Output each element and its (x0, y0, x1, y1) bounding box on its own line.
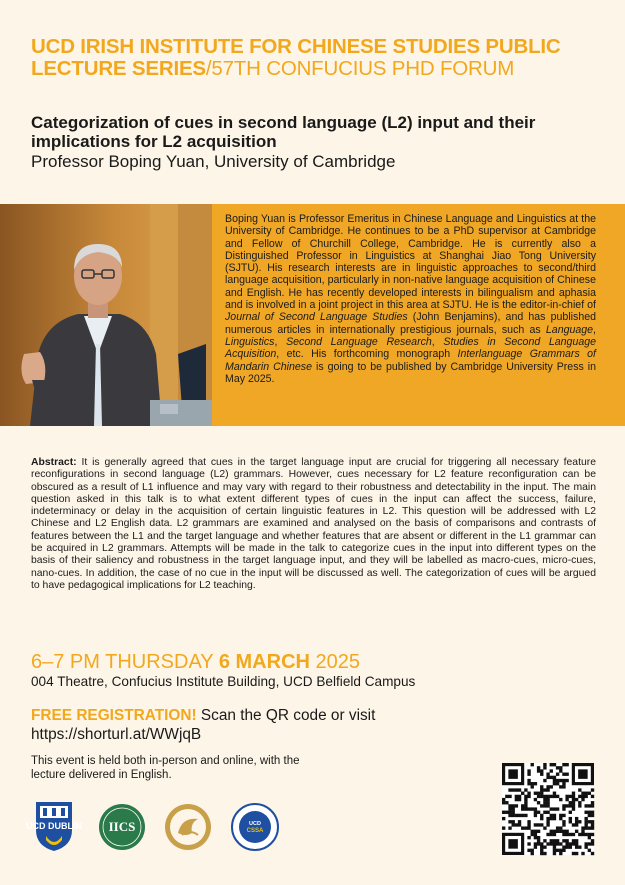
bio-text: Boping Yuan is Professor Emeritus in Chinese Language and Linguistics at the University of Cambridge. He continues to be a PhD supervisor at Cambridge and Fellow of Churchill College, Cambridge. He is currently also a Distinguished Professor in Linguistics at Shanghai Jiao Tong University (SJTU). His research interests are in linguistic approaches to second/third language acquisition, particularly in non-native language acquisition of Chinese and English. He has recently developed interests in bilingualism and aphasia and is involved in a joint project in this area at SJTU. He is the editor-in-chief of (225, 213, 596, 312)
svg-text:CSSA: CSSA (246, 828, 264, 834)
confucius-institute-logo (164, 803, 212, 851)
event-year: 2025 (309, 651, 361, 673)
speaker-name: Professor Boping Yuan, University of Cambridge (31, 152, 396, 171)
abstract-label: Abstract: (31, 457, 77, 468)
event-datetime (31, 651, 591, 673)
bio-journal: Language (545, 323, 594, 336)
lecture-title: Categorization of cues in second language (L2) input and their implications for L2 acquisition (31, 113, 536, 151)
bio-text: (John Benjamins), and has published numerous articles in internationally prestigious journals, such as (225, 311, 596, 336)
forum-name: /57TH CONFUCIUS PHD FORUM (205, 57, 515, 80)
ucd-logo-text: UCD DUBLIN (26, 821, 82, 831)
registration-text: Scan the QR code or visit (196, 707, 376, 724)
bio-text: is going to be published by Cambridge University Press in May 2025. (225, 360, 596, 385)
event-note: This event is held both in-person and online, with the lecture delivered in English. (31, 755, 300, 781)
svg-text:UCD: UCD (249, 821, 261, 827)
abstract-text: It is generally agreed that cues in the target language input are crucial for triggering all necessary feature reconfigurations in second language (L2) grammars. However, cues necessary for L2 feature reconfiguration can be obscured as a result of L1 influence and may vary with regard to their robustness and detectability in the input. The main question asked in this talk is to what extent different types of cues in the input can affect the success, failure, indeterminacy or delay in the acquisition of certain linguistic features in L2. This question will be addressed with L2 Chinese and L2 English data. L2 grammars are examined and analysed on the basis of comparisons and contrasts of features between the L1 and the target language and whether features that are absent or different in the L1 grammar can be acquired in L2 grammars. Attempts will be made in the talk to categorize cues in the input into different types on the basis of their saliency and robustness in the target language input, and they will be labelled as macro-cues, micro-cues, nano-cues. In addition, the case of no cue in the input will be discussed as well. The categorization of cues will be argued to have pedagogical implications for L2 teaching. (31, 457, 596, 591)
lecture-series-heading (31, 36, 601, 80)
iics-logo-text: IICS (108, 819, 136, 834)
bio-book: Interlanguage Grammars of Mandarin Chinese (225, 348, 596, 373)
bio-journal: Second Language Research (286, 335, 432, 348)
registration-label: FREE REGISTRATION! (31, 707, 197, 724)
bio-text: , etc. His forthcoming monograph (276, 348, 458, 361)
cssa-logo (231, 803, 279, 851)
event-time: 6–7 PM THURSDAY (31, 651, 219, 673)
registration (31, 706, 451, 744)
abstract (31, 457, 596, 592)
bio-separator: , (431, 335, 444, 348)
speaker-photo (0, 204, 212, 426)
bio-journal: Journal of Second Language Studies (225, 311, 408, 324)
registration-link[interactable]: https://shorturl.at/WWjqB (31, 726, 202, 743)
series-name: UCD IRISH INSTITUTE FOR CHINESE STUDIES PUBLIC LECTURE SERIES (31, 35, 561, 80)
iics-logo (98, 803, 146, 851)
ucd-logo (26, 800, 82, 852)
registration-qr-code[interactable] (502, 763, 594, 855)
bio-journal: Studies in Second Language Acquisition (225, 335, 597, 361)
bio-separator: , (274, 335, 287, 348)
event-date: 6 MARCH (218, 651, 310, 673)
event-venue: 004 Theatre, Confucius Institute Building, UCD Belfield Campus (31, 674, 416, 689)
bio-separator: , (593, 323, 596, 336)
speaker-bio (225, 213, 596, 385)
bio-journal: Linguistics (225, 335, 275, 348)
